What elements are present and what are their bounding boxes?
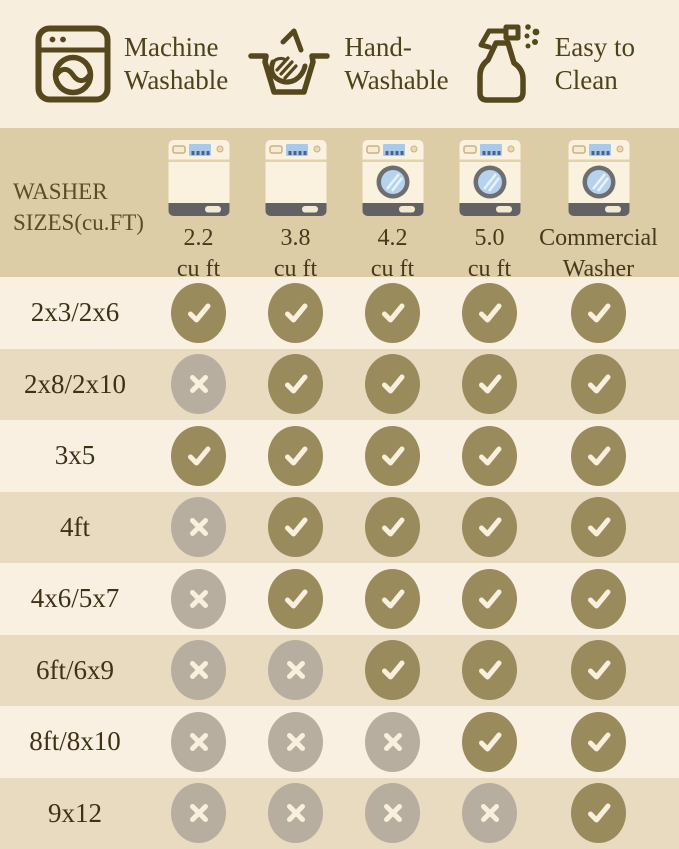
- x-icon: [473, 796, 507, 830]
- check-mark: [365, 283, 420, 343]
- table-cell: [344, 569, 441, 629]
- table-cell: [538, 354, 659, 414]
- check-icon: [182, 296, 216, 330]
- row-label: 9x12: [48, 797, 102, 828]
- check-mark: [462, 712, 517, 772]
- washer-porthole: [376, 166, 409, 199]
- row-label-cell: [0, 798, 150, 829]
- washer-unit: cu ft: [467, 256, 512, 283]
- x-icon: [182, 725, 216, 759]
- check-mark: [462, 354, 517, 414]
- check-icon: [582, 510, 616, 544]
- row-label: 8ft/8x10: [29, 726, 121, 757]
- check-icon: [473, 582, 507, 616]
- table-cell: [441, 426, 538, 486]
- table-row: [0, 635, 679, 707]
- spray-dots: [524, 24, 539, 48]
- check-icon: [376, 510, 410, 544]
- feature-label-line1: Machine: [124, 32, 219, 63]
- column-header: [247, 128, 344, 285]
- washer-handle: [302, 206, 318, 213]
- table-cell: [344, 426, 441, 486]
- check-mark: [571, 283, 626, 343]
- table-cell: [150, 283, 247, 343]
- washer-unit: Washer: [562, 256, 635, 283]
- table-cell: [247, 426, 344, 486]
- check-icon: [582, 296, 616, 330]
- x-mark: [171, 640, 226, 700]
- table-cell: [538, 783, 659, 843]
- x-icon: [182, 653, 216, 687]
- check-icon: [582, 582, 616, 616]
- feature-label: [124, 31, 228, 97]
- table-cell: [150, 497, 247, 557]
- table-row: [0, 492, 679, 564]
- check-icon: [582, 653, 616, 687]
- washer-size-label: [274, 223, 317, 285]
- column-header: [344, 128, 441, 285]
- check-mark: [268, 354, 323, 414]
- check-mark: [571, 712, 626, 772]
- washer-icon: [265, 139, 327, 217]
- table-header-row: [0, 128, 679, 283]
- check-icon: [582, 367, 616, 401]
- washer-porthole: [473, 166, 506, 199]
- check-icon: [473, 653, 507, 687]
- washer-handle: [399, 206, 415, 213]
- x-mark: [171, 497, 226, 557]
- row-header-line1: WASHER: [13, 178, 108, 204]
- feature-machine-washable: [35, 25, 228, 103]
- check-icon: [182, 439, 216, 473]
- washer-size-label: [371, 223, 414, 285]
- row-label-cell: [0, 726, 150, 757]
- check-icon: [279, 367, 313, 401]
- row-label-cell: [0, 440, 150, 471]
- table-cell: [441, 354, 538, 414]
- table-row: [0, 778, 679, 849]
- check-mark: [571, 640, 626, 700]
- row-header-line2: SIZES(cu.FT): [13, 209, 144, 235]
- row-label-cell: [0, 369, 150, 400]
- feature-label-line1: Hand-: [344, 32, 412, 63]
- feature-label-line2: Clean: [554, 65, 618, 95]
- feature-hand-washable: [247, 28, 448, 100]
- table-cell: [150, 569, 247, 629]
- washer-size: 3.8: [280, 225, 311, 251]
- x-mark: [365, 783, 420, 843]
- washer-size: 5.0: [474, 225, 505, 251]
- row-header-title: [0, 176, 150, 238]
- check-icon: [279, 510, 313, 544]
- row-label: 4x6/5x7: [30, 583, 120, 614]
- washer-size-label: [468, 223, 511, 285]
- table-cell: [247, 640, 344, 700]
- x-mark: [171, 712, 226, 772]
- spray-bottle-icon: [468, 21, 542, 107]
- table-cell: [538, 497, 659, 557]
- check-icon: [376, 367, 410, 401]
- table-cell: [247, 354, 344, 414]
- check-icon: [376, 439, 410, 473]
- row-label: 2x8/2x10: [23, 368, 126, 399]
- table-cell: [538, 712, 659, 772]
- washer-handle: [605, 206, 621, 213]
- x-icon: [279, 725, 313, 759]
- table-cell: [441, 497, 538, 557]
- check-mark: [462, 497, 517, 557]
- washer-knob: [270, 146, 282, 153]
- table-cell: [344, 497, 441, 557]
- washer-unit: cu ft: [370, 256, 415, 283]
- check-icon: [473, 296, 507, 330]
- check-icon: [279, 582, 313, 616]
- check-icon: [473, 439, 507, 473]
- features-banner: [0, 0, 679, 128]
- check-mark: [268, 283, 323, 343]
- washer-handle: [496, 206, 512, 213]
- check-mark: [171, 426, 226, 486]
- x-mark: [268, 712, 323, 772]
- table-cell: [247, 283, 344, 343]
- row-label-cell: [0, 297, 150, 328]
- feature-label-line1: Easy to: [554, 32, 635, 63]
- x-icon: [376, 725, 410, 759]
- table-cell: [441, 569, 538, 629]
- check-icon: [473, 367, 507, 401]
- table-cell: [538, 640, 659, 700]
- washer-size: 2.2: [183, 225, 214, 251]
- table-cell: [344, 354, 441, 414]
- feature-label-line2: Washable: [124, 65, 229, 95]
- table-cell: [247, 783, 344, 843]
- table-cell: [441, 783, 538, 843]
- check-mark: [462, 426, 517, 486]
- column-header: [538, 128, 659, 285]
- feature-label: [344, 31, 448, 97]
- table-cell: [150, 354, 247, 414]
- table-cell: [150, 426, 247, 486]
- washer-size: Commercial: [539, 225, 658, 251]
- comparison-table: [0, 128, 679, 849]
- check-icon: [473, 510, 507, 544]
- table-cell: [441, 283, 538, 343]
- washer-size-label: [539, 223, 658, 285]
- check-mark: [268, 426, 323, 486]
- feature-label-line2: Washable: [344, 65, 449, 95]
- check-mark: [571, 783, 626, 843]
- washer-size-label: [177, 223, 220, 285]
- check-icon: [279, 296, 313, 330]
- feature-easy-to-clean: [468, 21, 635, 107]
- x-mark: [365, 712, 420, 772]
- row-label: 2x3/2x6: [30, 297, 120, 328]
- washer-icon: [362, 139, 424, 217]
- x-mark: [462, 783, 517, 843]
- check-mark: [571, 569, 626, 629]
- check-mark: [462, 640, 517, 700]
- check-icon: [376, 582, 410, 616]
- x-icon: [182, 367, 216, 401]
- row-label: 6ft/6x9: [36, 654, 114, 685]
- check-mark: [268, 569, 323, 629]
- table-cell: [150, 640, 247, 700]
- check-mark: [365, 640, 420, 700]
- table-cell: [538, 426, 659, 486]
- washer-handle: [205, 206, 221, 213]
- check-mark: [462, 283, 517, 343]
- washer-icon: [459, 139, 521, 217]
- washer-size: 4.2: [377, 225, 408, 251]
- check-mark: [171, 283, 226, 343]
- check-mark: [365, 354, 420, 414]
- washer-unit: cu ft: [273, 256, 318, 283]
- column-header: [441, 128, 538, 285]
- washer-knob: [173, 146, 185, 153]
- check-icon: [582, 439, 616, 473]
- washing-machine-icon: [35, 25, 111, 103]
- table-cell: [247, 497, 344, 557]
- x-icon: [182, 582, 216, 616]
- column-header: [150, 128, 247, 285]
- check-mark: [365, 569, 420, 629]
- table-row: [0, 563, 679, 635]
- x-icon: [279, 796, 313, 830]
- washer-unit: cu ft: [176, 256, 221, 283]
- table-cell: [344, 640, 441, 700]
- table-cell: [150, 712, 247, 772]
- table-row: [0, 349, 679, 421]
- feature-label: [555, 31, 635, 97]
- washer-porthole: [582, 166, 615, 199]
- x-icon: [182, 510, 216, 544]
- table-cell: [247, 712, 344, 772]
- table-cell: [441, 712, 538, 772]
- washer-icon: [168, 139, 230, 217]
- x-mark: [268, 640, 323, 700]
- table-row: [0, 277, 679, 349]
- table-cell: [150, 783, 247, 843]
- x-icon: [376, 796, 410, 830]
- washer-knob: [573, 146, 585, 153]
- hand-wash-icon: [247, 28, 331, 100]
- check-icon: [376, 653, 410, 687]
- check-icon: [279, 439, 313, 473]
- row-label-cell: [0, 512, 150, 543]
- row-label-cell: [0, 655, 150, 686]
- check-mark: [365, 426, 420, 486]
- table-cell: [538, 569, 659, 629]
- check-icon: [376, 296, 410, 330]
- check-mark: [365, 497, 420, 557]
- check-icon: [582, 725, 616, 759]
- check-icon: [582, 796, 616, 830]
- table-cell: [538, 283, 659, 343]
- table-cell: [344, 712, 441, 772]
- check-mark: [268, 497, 323, 557]
- x-icon: [279, 653, 313, 687]
- check-mark: [571, 497, 626, 557]
- table-cell: [441, 640, 538, 700]
- washer-knob: [367, 146, 379, 153]
- washer-knob: [464, 146, 476, 153]
- x-icon: [182, 796, 216, 830]
- check-icon: [473, 725, 507, 759]
- row-label: 4ft: [60, 511, 90, 542]
- x-mark: [171, 354, 226, 414]
- table-row: [0, 706, 679, 778]
- row-label: 3x5: [54, 440, 96, 471]
- table-body: [0, 277, 679, 849]
- check-mark: [571, 354, 626, 414]
- table-cell: [247, 569, 344, 629]
- row-label-cell: [0, 583, 150, 614]
- table-row: [0, 420, 679, 492]
- x-mark: [171, 569, 226, 629]
- check-mark: [571, 426, 626, 486]
- check-mark: [462, 569, 517, 629]
- washer-icon: [568, 139, 630, 217]
- x-mark: [171, 783, 226, 843]
- x-mark: [268, 783, 323, 843]
- table-cell: [344, 283, 441, 343]
- table-cell: [344, 783, 441, 843]
